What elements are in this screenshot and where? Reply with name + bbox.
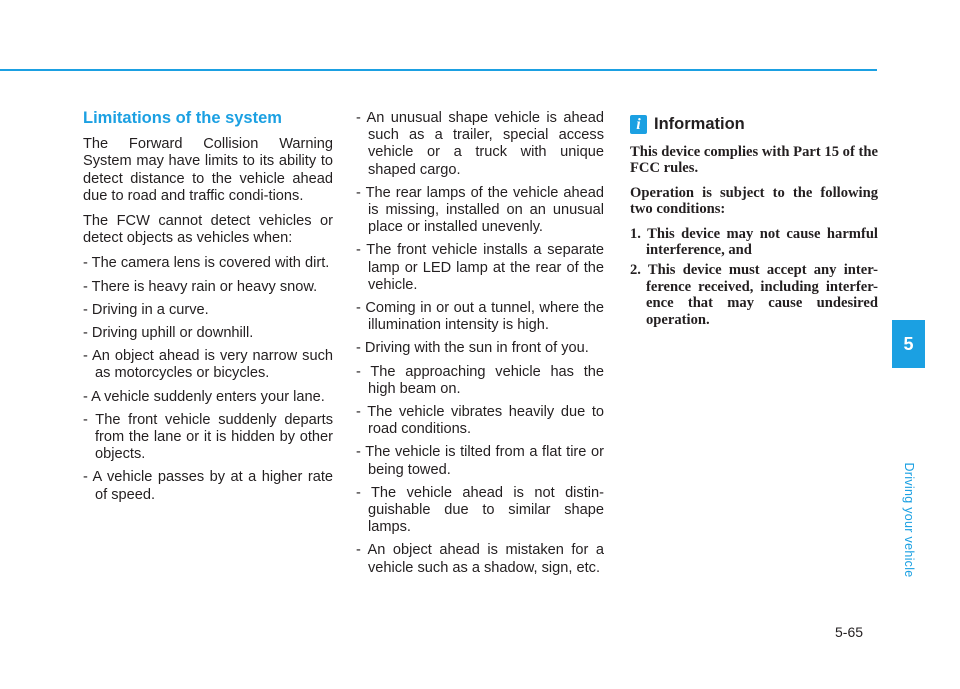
list-item: - The vehicle vibrates heavily due to road conditions. (356, 404, 604, 438)
condition-paragraph: The FCW cannot detect vehicles or detect objects as vehicles when: (83, 213, 333, 247)
list-item: - The approaching vehicle has the high beam on. (356, 363, 604, 397)
list-item: - The front vehicle suddenly departs from the lane or it is hidden by other objects. (83, 411, 333, 463)
information-title: Information (654, 114, 745, 133)
conditions-list (630, 226, 878, 328)
chapter-title: Driving your vehicle (902, 462, 916, 578)
left-column (83, 110, 333, 510)
list-item: - The vehicle is tilted from a flat tire or being towed. (356, 444, 604, 478)
information-box (630, 115, 878, 332)
information-header (630, 115, 878, 134)
intro-paragraph: The Forward Collision Warning System may have limits to its ability to detect distance to the vehicle ahead due to road and traffic condi-tions. (83, 136, 333, 204)
chapter-number-tab: 5 (892, 320, 925, 368)
list-item: - There is heavy rain or heavy snow. (83, 278, 318, 295)
list-item: - Driving uphill or downhill. (83, 325, 254, 342)
section-title: Limitations of the system (83, 109, 282, 127)
list-item: - Coming in or out a tunnel, where the illumination intensity is high. (356, 300, 604, 334)
list-item: - Driving in a curve. (83, 301, 209, 318)
list-item: - A vehicle suddenly enters your lane. (83, 388, 325, 405)
list-item: - An object ahead is very narrow such as motorcycles or bicycles. (83, 348, 333, 382)
list-item: - The rear lamps of the vehicle ahead is missing, installed on an unusual place or installed unevenly. (356, 184, 604, 236)
list-item: 1. This device may not cause harmful interference, and (630, 225, 878, 259)
list-item: - The camera lens is covered with dirt. (83, 255, 330, 272)
limitations-list-continued (356, 110, 604, 577)
fcc-paragraph: This device complies with Part 15 of the FCC rules. (630, 144, 878, 177)
list-item: - An unusual shape vehicle is ahead such as a trailer, special access vehicle or a truck with unique shaped cargo. (356, 110, 604, 178)
information-body (630, 144, 878, 328)
limitations-list (83, 255, 333, 503)
list-item: - The front vehicle installs a separate lamp or LED lamp at the rear of the vehicle. (356, 242, 604, 293)
operation-paragraph: Operation is subject to the following two conditions: (630, 184, 878, 218)
middle-column (356, 110, 604, 583)
list-item: 2. This device must accept any inter-ference received, including interfer-ence that may cause undesired operation. (630, 262, 878, 328)
info-icon: i (630, 115, 647, 134)
list-item: - Driving with the sun in front of you. (356, 340, 589, 357)
page-number: 5-65 (835, 624, 864, 640)
list-item: - An object ahead is mistaken for a vehicle such as a shadow, sign, etc. (356, 542, 604, 576)
list-item: - A vehicle passes by at a higher rate of speed. (83, 469, 333, 503)
list-item: - The vehicle ahead is not distin-guishable due to similar shape lamps. (356, 484, 604, 536)
header-rule (0, 69, 877, 71)
